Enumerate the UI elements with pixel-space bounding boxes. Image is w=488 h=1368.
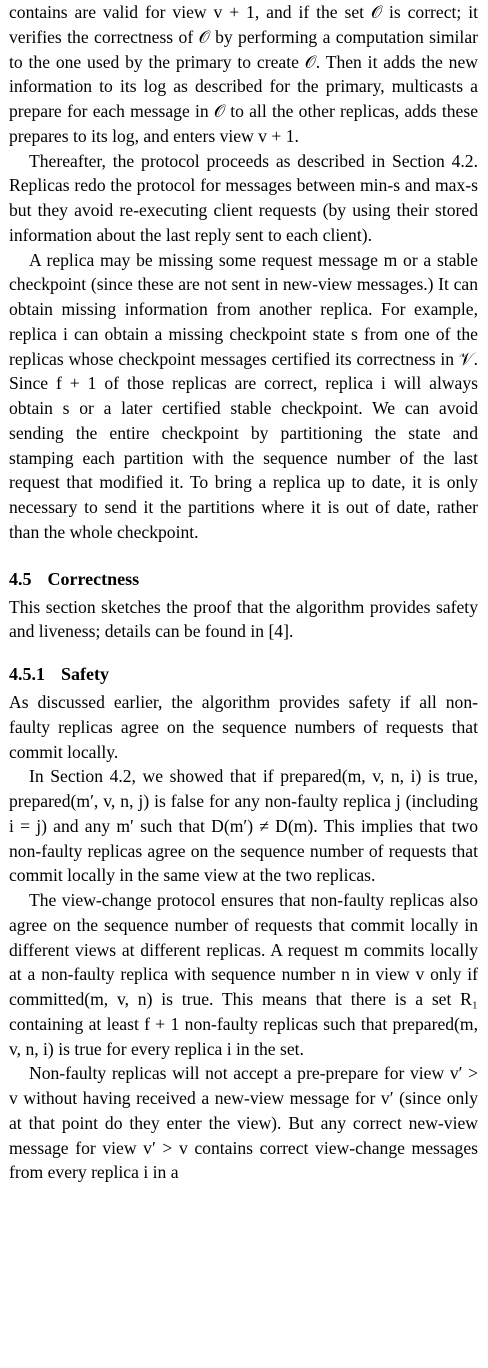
paragraph-view-change-completion: contains are valid for view v + 1, and if the set 𝒪 is correct; it verifies the correctness of 𝒪 by performing a computation similar to the one used by the primary to create 𝒪. Then it adds the new information to its log as described for the primary, multicasts a prepare for each message in 𝒪 to all the other replicas, adds these prepares to its log, and enters view v + 1. [9,2,478,146]
subsection-title: Safety [61,664,109,684]
paragraph-safety-intro: As discussed earlier, the algorithm provides safety if all non-faulty replicas agree on the sequence numbers of requests that commit locally. [9,692,478,762]
subsection-number: 4.5.1 [9,664,45,684]
paragraph-new-view-acceptance: Non-faulty replicas will not accept a pre-prepare for view v′ > v without having received a new-view message for v′ (since only at that point do they enter the view). But any correct new-view message for view v′ > v contains correct view-change messages from every replica i in a [9,1063,478,1183]
paragraph-correctness-intro: This section sketches the proof that the algorithm provides safety and liveness; details can be found in [4]. [9,596,478,642]
section-number: 4.5 [9,568,32,589]
section-title: Correctness [47,568,140,589]
subsection-heading-safety [9,662,478,686]
paragraph-protocol-resume: Thereafter, the protocol proceeds as described in Section 4.2. Replicas redo the protocol for messages between min-s and max-s but they avoid re-executing client requests (by using their stored information about the last reply sent to each client). [9,150,478,245]
section-heading-correctness [9,567,478,591]
paragraph-missing-information: A replica may be missing some request message m or a stable checkpoint (since these are not sent in new-view messages.) It can obtain missing information from another replica. For example, replica i can obtain a missing checkpoint state s from one of the replicas whose checkpoint messages certified its correctness in 𝒱. Since f + 1 of those replicas are correct, replica i will always obtain s or a later certified stable checkpoint. We can avoid sending the entire checkpoint by partitioning the state and stamping each partition with the sequence number of the last request that modified it. To bring a replica up to date, it is only necessary to send it the partitions where it is out of date, rather than the whole checkpoint. [9,249,478,542]
paragraph-same-view-agreement: In Section 4.2, we showed that if prepared(m, v, n, i) is true, prepared(m′, v, n, j) is false for any non-faulty replica j (including i = j) and any m′ such that D(m′) ≠ D(m). This implies that two non-faulty replicas agree on the sequence number of requests that commit locally in the same view at the two replicas. [9,766,478,886]
paragraph-different-view-agreement: The view-change protocol ensures that non-faulty replicas also agree on the sequence number of requests that commit locally in different views at different replicas. A request m commits locally at a non-faulty replica with sequence number n in view v only if committed(m, v, n) is true. This means that there is a set R₁ containing at least f + 1 non-faulty replicas such that prepared(m, v, n, i) is true for every replica i in the set. [9,890,478,1059]
